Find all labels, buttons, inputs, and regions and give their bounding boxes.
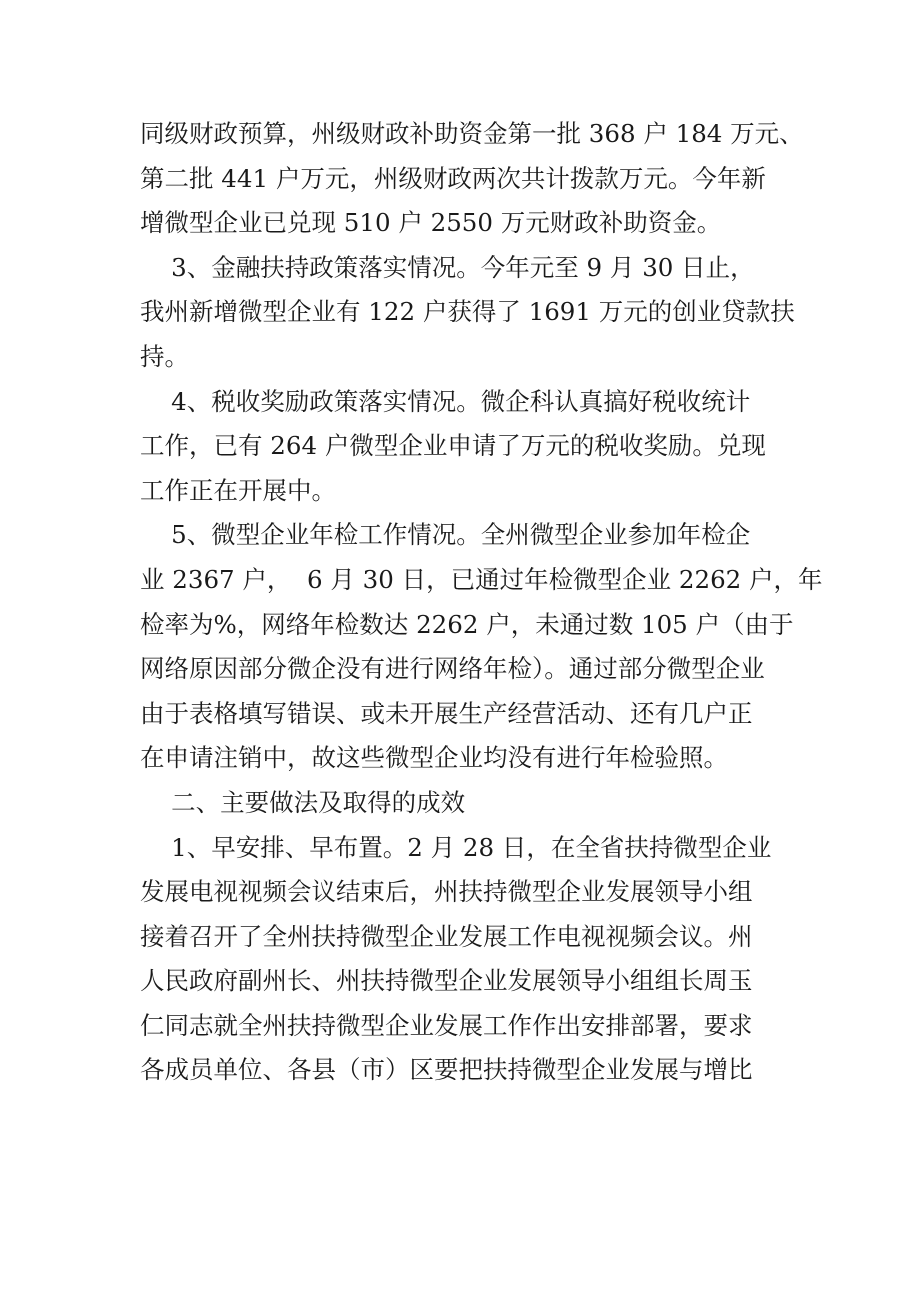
text-line: 持。 (140, 341, 189, 371)
text-line: 由于表格填写错误、或未开展生产经营活动、还有几户正 (140, 698, 753, 728)
text-line: 1、早安排、早布置。2 月 28 日，在全省扶持微型企业 (140, 832, 772, 862)
text-line: 我州新增微型企业有 122 户获得了 1691 万元的创业贷款扶 (140, 297, 795, 327)
text-line: 工作，已有 264 户微型企业申请了万元的税收奖励。兑现 (140, 431, 766, 461)
text-line: 5、微型企业年检工作情况。全州微型企业参加年检企 (140, 520, 751, 550)
text-line: 检率为%，网络年检数达 2262 户，未通过数 105 户（由于 (140, 609, 794, 639)
text-line: 网络原因部分微企没有进行网络年检）。通过部分微型企业 (140, 654, 765, 684)
document-body (140, 112, 823, 1093)
text-line: 接着召开了全州扶持微型企业发展工作电视视频会议。州 (140, 921, 753, 951)
text-line: 4、税收奖励政策落实情况。微企科认真搞好税收统计 (140, 386, 751, 416)
text-line: 业 2367 户， 6 月 30 日，已通过年检微型企业 2262 户，年 (140, 564, 823, 594)
text-line: 各成员单位、各县（市）区要把扶持微型企业发展与增比 (140, 1055, 753, 1085)
text-line: 第二批 441 户万元，州级财政两次共计拨款万元。今年新 (140, 163, 766, 193)
text-line: 仁同志就全州扶持微型企业发展工作作出安排部署，要求 (140, 1010, 753, 1040)
section-heading: 二、主要做法及取得的成效 (140, 787, 466, 817)
text-line: 在申请注销中，故这些微型企业均没有进行年检验照。 (140, 743, 728, 773)
text-line: 发展电视视频会议结束后，州扶持微型企业发展领导小组 (140, 877, 753, 907)
text-line: 同级财政预算，州级财政补助资金第一批 368 户 184 万元、 (140, 119, 804, 148)
text-line: 增微型企业已兑现 510 户 2550 万元财政补助资金。 (140, 208, 722, 238)
text-line: 3、金融扶持政策落实情况。今年元至 9 月 30 日止， (140, 252, 755, 282)
text-line: 工作正在开展中。 (140, 475, 336, 505)
text-line: 人民政府副州长、州扶持微型企业发展领导小组组长周玉 (140, 966, 753, 996)
